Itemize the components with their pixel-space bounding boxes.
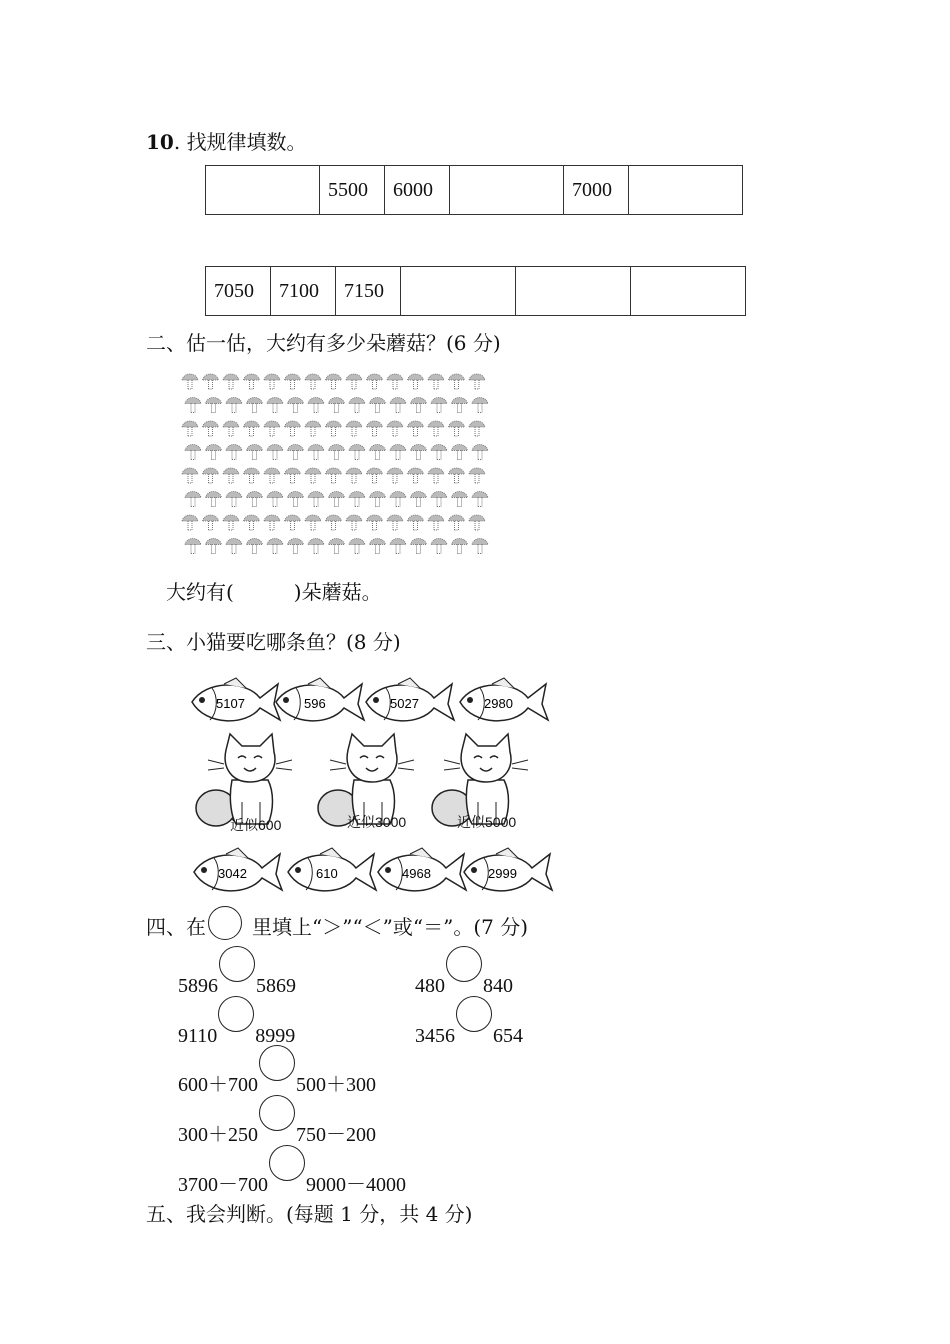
mushroom-icon (223, 421, 239, 436)
mushroom-icon (449, 374, 465, 389)
mushroom-icon (329, 492, 345, 507)
compare-item (178, 1010, 295, 1048)
mushroom-icon (326, 421, 342, 436)
mushroom-icon (244, 374, 260, 389)
mushroom-icon (411, 492, 427, 507)
section-4-title (146, 906, 528, 940)
mushroom-icon (267, 398, 283, 413)
mushroom-icon (370, 492, 386, 507)
mushroom-icon (431, 398, 447, 413)
mushroom-icon (285, 421, 301, 436)
mushroom-icon (247, 539, 263, 554)
fish[interactable] (460, 678, 548, 721)
mushroom-icon (390, 398, 406, 413)
mushroom-icon (185, 539, 201, 554)
seq1-cell[interactable] (206, 166, 320, 215)
compare-right: 8999 (255, 1025, 296, 1047)
mushroom-icon (326, 468, 342, 483)
seq1-cell[interactable] (629, 166, 743, 215)
mushroom-grid (178, 368, 498, 568)
compare-circle[interactable] (456, 996, 492, 1032)
mushroom-icon (387, 515, 403, 530)
mushroom-icon (182, 515, 198, 530)
mushroom-icon (308, 398, 324, 413)
mushroom-icon (285, 374, 301, 389)
compare-circle[interactable] (219, 946, 255, 982)
mushroom-icon (305, 421, 321, 436)
mushroom-icon (387, 468, 403, 483)
mushroom-icon (203, 515, 219, 530)
seq1-cell[interactable] (450, 166, 564, 215)
cat-label-2: 近似3000 (347, 814, 407, 830)
compare-item (415, 1010, 523, 1048)
mushroom-icon (206, 445, 222, 460)
mushroom-icon (288, 398, 304, 413)
mushroom-icon (203, 468, 219, 483)
mushroom-icon (267, 539, 283, 554)
compare-left: 9110 (178, 1025, 218, 1047)
mushroom-icon (469, 468, 485, 483)
mushroom-icon (226, 539, 242, 554)
mushroom-icon (428, 374, 444, 389)
mushroom-icon (387, 374, 403, 389)
mushroom-icon (449, 421, 465, 436)
mushroom-icon (244, 468, 260, 483)
compare-left: 3456 (415, 1025, 455, 1047)
mushroom-icon (264, 374, 280, 389)
mushroom-icon (390, 539, 406, 554)
compare-item (178, 1159, 406, 1197)
compare-item (178, 960, 296, 998)
mushroom-icon (431, 492, 447, 507)
section-2-title: 二、估一估，大约有多少朵蘑菇？(6 分) (146, 331, 501, 355)
mushroom-icon (244, 515, 260, 530)
mushroom-icon (247, 398, 263, 413)
fish-number: 5107 (216, 696, 245, 711)
section-3-title: 三、小猫要吃哪条鱼？(8 分) (146, 630, 401, 654)
mushroom-icon (367, 421, 383, 436)
fish[interactable] (464, 848, 552, 891)
fish-number: 2999 (488, 866, 517, 881)
mushroom-icon (308, 492, 324, 507)
mushroom-icon (346, 468, 362, 483)
mushroom-icon (244, 421, 260, 436)
compare-right: 9000－4000 (306, 1174, 406, 1196)
mushroom-icon (349, 398, 365, 413)
sequence-table-2 (205, 266, 746, 316)
fish-bottom-row (194, 848, 552, 891)
mushroom-icon (469, 515, 485, 530)
compare-circle[interactable] (269, 1145, 305, 1181)
fish[interactable] (276, 678, 364, 721)
seq2-cell[interactable] (631, 267, 746, 316)
mushroom-icon (329, 445, 345, 460)
fish[interactable] (366, 678, 454, 721)
mushroom-icon (264, 515, 280, 530)
seq2-cell: 7050 (206, 267, 271, 316)
mushroom-icon (349, 445, 365, 460)
mushroom-icon (264, 421, 280, 436)
mushroom-icon (346, 421, 362, 436)
mushroom-icon (469, 374, 485, 389)
fish-number: 596 (304, 696, 326, 711)
mushroom-icon (206, 539, 222, 554)
section-2-answer: 大约有( )朵蘑菇。 (166, 580, 382, 604)
mushroom-icon (370, 539, 386, 554)
mushroom-icon (223, 468, 239, 483)
compare-item (415, 960, 513, 998)
mushroom-icon (428, 468, 444, 483)
mushroom-icon (367, 515, 383, 530)
mushroom-icon (226, 445, 242, 460)
mushroom-icon (408, 468, 424, 483)
question-dot: . (173, 130, 181, 154)
circle-icon (208, 906, 242, 940)
mushroom-icon (305, 374, 321, 389)
compare-circle[interactable] (259, 1095, 295, 1131)
mushroom-icon (472, 492, 488, 507)
mushroom-icon (329, 398, 345, 413)
seq2-cell[interactable] (516, 267, 631, 316)
mushroom-icon (452, 539, 468, 554)
fish[interactable] (288, 848, 376, 891)
mushroom-icon (408, 374, 424, 389)
mushroom-icon (411, 539, 427, 554)
section-5-title: 五、我会判断。(每题 1 分，共 4 分) (146, 1202, 473, 1226)
mushroom-icon (267, 492, 283, 507)
question-number: 10 (146, 130, 174, 154)
fish-number: 610 (316, 866, 338, 881)
mushroom-icon (226, 398, 242, 413)
mushroom-icon (267, 445, 283, 460)
compare-right: 840 (483, 975, 513, 997)
mushroom-icon (346, 374, 362, 389)
mushroom-icon (408, 515, 424, 530)
compare-right: 500＋300 (296, 1074, 376, 1096)
mushroom-icon (305, 468, 321, 483)
compare-circle[interactable] (218, 996, 254, 1032)
mushroom-icon (390, 492, 406, 507)
section-4-title-pre: 四、在 (146, 915, 206, 939)
seq2-cell: 7100 (271, 267, 336, 316)
mushroom-icon (247, 445, 263, 460)
mushroom-icon (223, 374, 239, 389)
seq2-cell[interactable] (401, 267, 516, 316)
compare-left: 300＋250 (178, 1124, 258, 1146)
mushroom-icon (431, 445, 447, 460)
mushroom-icon (428, 421, 444, 436)
mushroom-icon (452, 445, 468, 460)
mushroom-icon (185, 492, 201, 507)
mushroom-icon (370, 398, 386, 413)
fish[interactable] (192, 678, 280, 721)
fish-top-row (192, 678, 548, 721)
mushroom-icon (185, 398, 201, 413)
mushroom-icon (226, 492, 242, 507)
mushroom-icon (367, 374, 383, 389)
mushroom-icon (408, 421, 424, 436)
mushroom-icon (370, 445, 386, 460)
mushroom-icon (472, 398, 488, 413)
mushroom-icon (387, 421, 403, 436)
compare-item (178, 1059, 376, 1097)
compare-left: 600＋700 (178, 1074, 258, 1096)
mushroom-icon (288, 539, 304, 554)
mushroom-icon (472, 445, 488, 460)
mushroom-icon (452, 398, 468, 413)
compare-right: 654 (493, 1025, 523, 1047)
mushroom-icon (411, 398, 427, 413)
mushroom-icon (288, 492, 304, 507)
mushroom-icon (308, 445, 324, 460)
mushroom-icon (182, 421, 198, 436)
seq1-cell: 6000 (385, 166, 450, 215)
fish-number: 2980 (484, 696, 513, 711)
question-text: 找规律填数。 (186, 130, 307, 154)
mushroom-icon (288, 445, 304, 460)
mushroom-icon (367, 468, 383, 483)
cat-1 (196, 734, 292, 826)
mushroom-icon (472, 539, 488, 554)
seq2-cell: 7150 (336, 267, 401, 316)
mushroom-icon (411, 445, 427, 460)
mushroom-icon (206, 398, 222, 413)
fish-number: 3042 (218, 866, 247, 881)
mushroom-icon (264, 468, 280, 483)
fish-number: 4968 (402, 866, 431, 881)
mushroom-icon (329, 539, 345, 554)
mushroom-icon (185, 445, 201, 460)
seq1-cell: 7000 (564, 166, 629, 215)
mushroom-icon (182, 468, 198, 483)
compare-item (178, 1109, 376, 1147)
mushroom-icon (469, 421, 485, 436)
mushroom-icon (285, 468, 301, 483)
seq1-cell: 5500 (320, 166, 385, 215)
compare-left: 3700－700 (178, 1174, 268, 1196)
mushroom-icon (326, 374, 342, 389)
fish[interactable] (194, 848, 282, 891)
mushroom-icon (431, 539, 447, 554)
compare-right: 750－200 (296, 1124, 376, 1146)
mushroom-icon (449, 468, 465, 483)
mushroom-icon (206, 492, 222, 507)
mushroom-icon (223, 515, 239, 530)
fish-cat-illustration (180, 660, 560, 910)
cat-label-1: 近似600 (230, 817, 282, 833)
mushroom-icon (305, 515, 321, 530)
mushroom-icon (428, 515, 444, 530)
compare-left: 480 (415, 975, 445, 997)
compare-left: 5896 (178, 975, 218, 997)
cat-label-3: 近似5000 (457, 814, 517, 830)
mushroom-icon (203, 374, 219, 389)
mushroom-icon (326, 515, 342, 530)
mushroom-icon (349, 492, 365, 507)
compare-right: 5869 (256, 975, 296, 997)
mushroom-icon (203, 421, 219, 436)
compare-circle[interactable] (259, 1045, 295, 1081)
fish-number: 5027 (390, 696, 419, 711)
mushroom-icon (449, 515, 465, 530)
fish[interactable] (378, 848, 466, 891)
mushroom-icon (247, 492, 263, 507)
sequence-table-1 (205, 165, 743, 215)
mushroom-icon (390, 445, 406, 460)
mushroom-icon (346, 515, 362, 530)
mushroom-icon (349, 539, 365, 554)
mushroom-icon (285, 515, 301, 530)
mushroom-icon (182, 374, 198, 389)
compare-circle[interactable] (446, 946, 482, 982)
mushroom-icon (308, 539, 324, 554)
question-10-heading (146, 130, 307, 154)
section-4-title-post: 里填上“＞”“＜”或“＝”。(7 分) (252, 915, 529, 939)
mushroom-icon (452, 492, 468, 507)
